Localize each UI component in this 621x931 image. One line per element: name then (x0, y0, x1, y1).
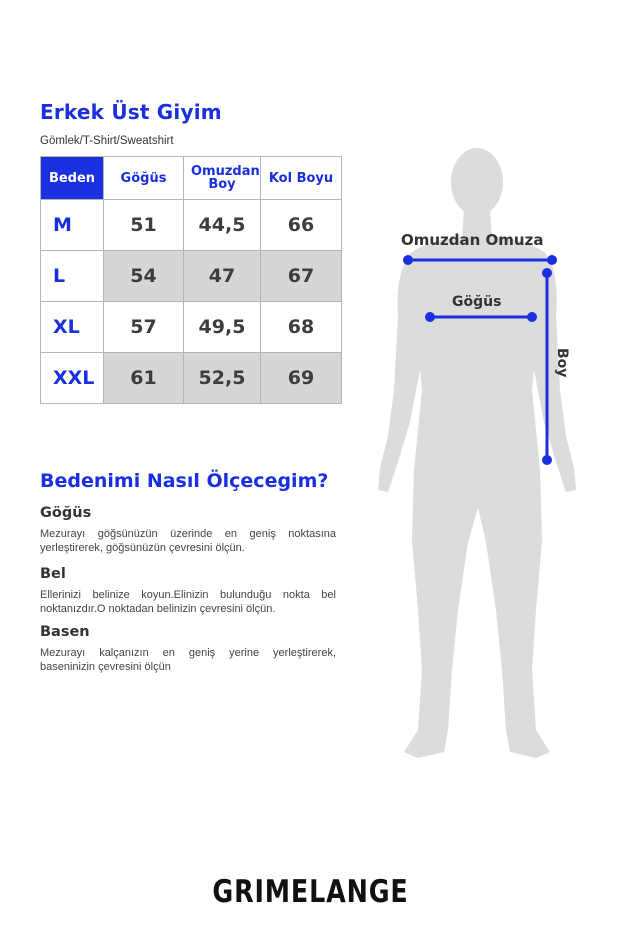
size-cell: L (41, 251, 104, 302)
size-table (40, 156, 342, 404)
column-header-length-label: Omuzdan Boy (191, 164, 260, 192)
chest-cell: 51 (104, 200, 184, 251)
length-cell: 47 (184, 251, 261, 302)
sleeve-cell: 67 (261, 251, 342, 302)
column-header-chest: Göğüs (104, 157, 184, 200)
column-header-size: Beden (41, 157, 104, 200)
section-text-chest: Mezurayı göğsünüzün üzerinde en geniş noktasına yerleştirerek, göğsünüzün çevresini ölçün. (40, 528, 336, 554)
brand-logo: GRIMELANGE (212, 874, 409, 910)
section-text-hip: Mezurayı kalçanızın en geniş yerine yerleştirerek, baseninizin çevresini ölçün (40, 647, 336, 673)
table-row (41, 353, 342, 404)
length-top-dot (542, 268, 552, 278)
chest-cell: 57 (104, 302, 184, 353)
chest-cell: 61 (104, 353, 184, 404)
length-bottom-dot (542, 455, 552, 465)
table-row (41, 251, 342, 302)
sleeve-cell: 66 (261, 200, 342, 251)
length-cell: 52,5 (184, 353, 261, 404)
section-heading-waist: Bel (40, 566, 66, 582)
length-cell: 44,5 (184, 200, 261, 251)
body-figure (360, 140, 600, 780)
size-cell: XL (41, 302, 104, 353)
guide-title: Bedenimi Nasıl Ölçecegim? (40, 470, 329, 492)
column-header-length (184, 157, 261, 200)
chest-cell: 54 (104, 251, 184, 302)
table-row (41, 200, 342, 251)
section-text-waist: Ellerinizi belinize koyun.Elinizin bulunduğu nokta bel noktanızdır.O noktadan belinizin çevresini ölçün. (40, 589, 336, 615)
shoulder-right-dot (547, 255, 557, 265)
chest-right-dot (527, 312, 537, 322)
page-title: Erkek Üst Giyim (40, 100, 222, 124)
column-header-sleeve: Kol Boyu (261, 157, 342, 200)
chest-left-dot (425, 312, 435, 322)
size-cell: XXL (41, 353, 104, 404)
size-cell: M (41, 200, 104, 251)
sleeve-cell: 68 (261, 302, 342, 353)
shoulder-left-dot (403, 255, 413, 265)
sleeve-cell: 69 (261, 353, 342, 404)
page-subtitle: Gömlek/T-Shirt/Sweatshirt (40, 135, 174, 147)
table-header-row (41, 157, 342, 200)
label-chest: Göğüs (452, 294, 502, 310)
length-cell: 49,5 (184, 302, 261, 353)
table-row (41, 302, 342, 353)
label-shoulder: Omuzdan Omuza (401, 231, 544, 249)
label-length: Boy (554, 348, 570, 378)
section-heading-chest: Göğüs (40, 505, 92, 521)
section-heading-hip: Basen (40, 624, 90, 640)
